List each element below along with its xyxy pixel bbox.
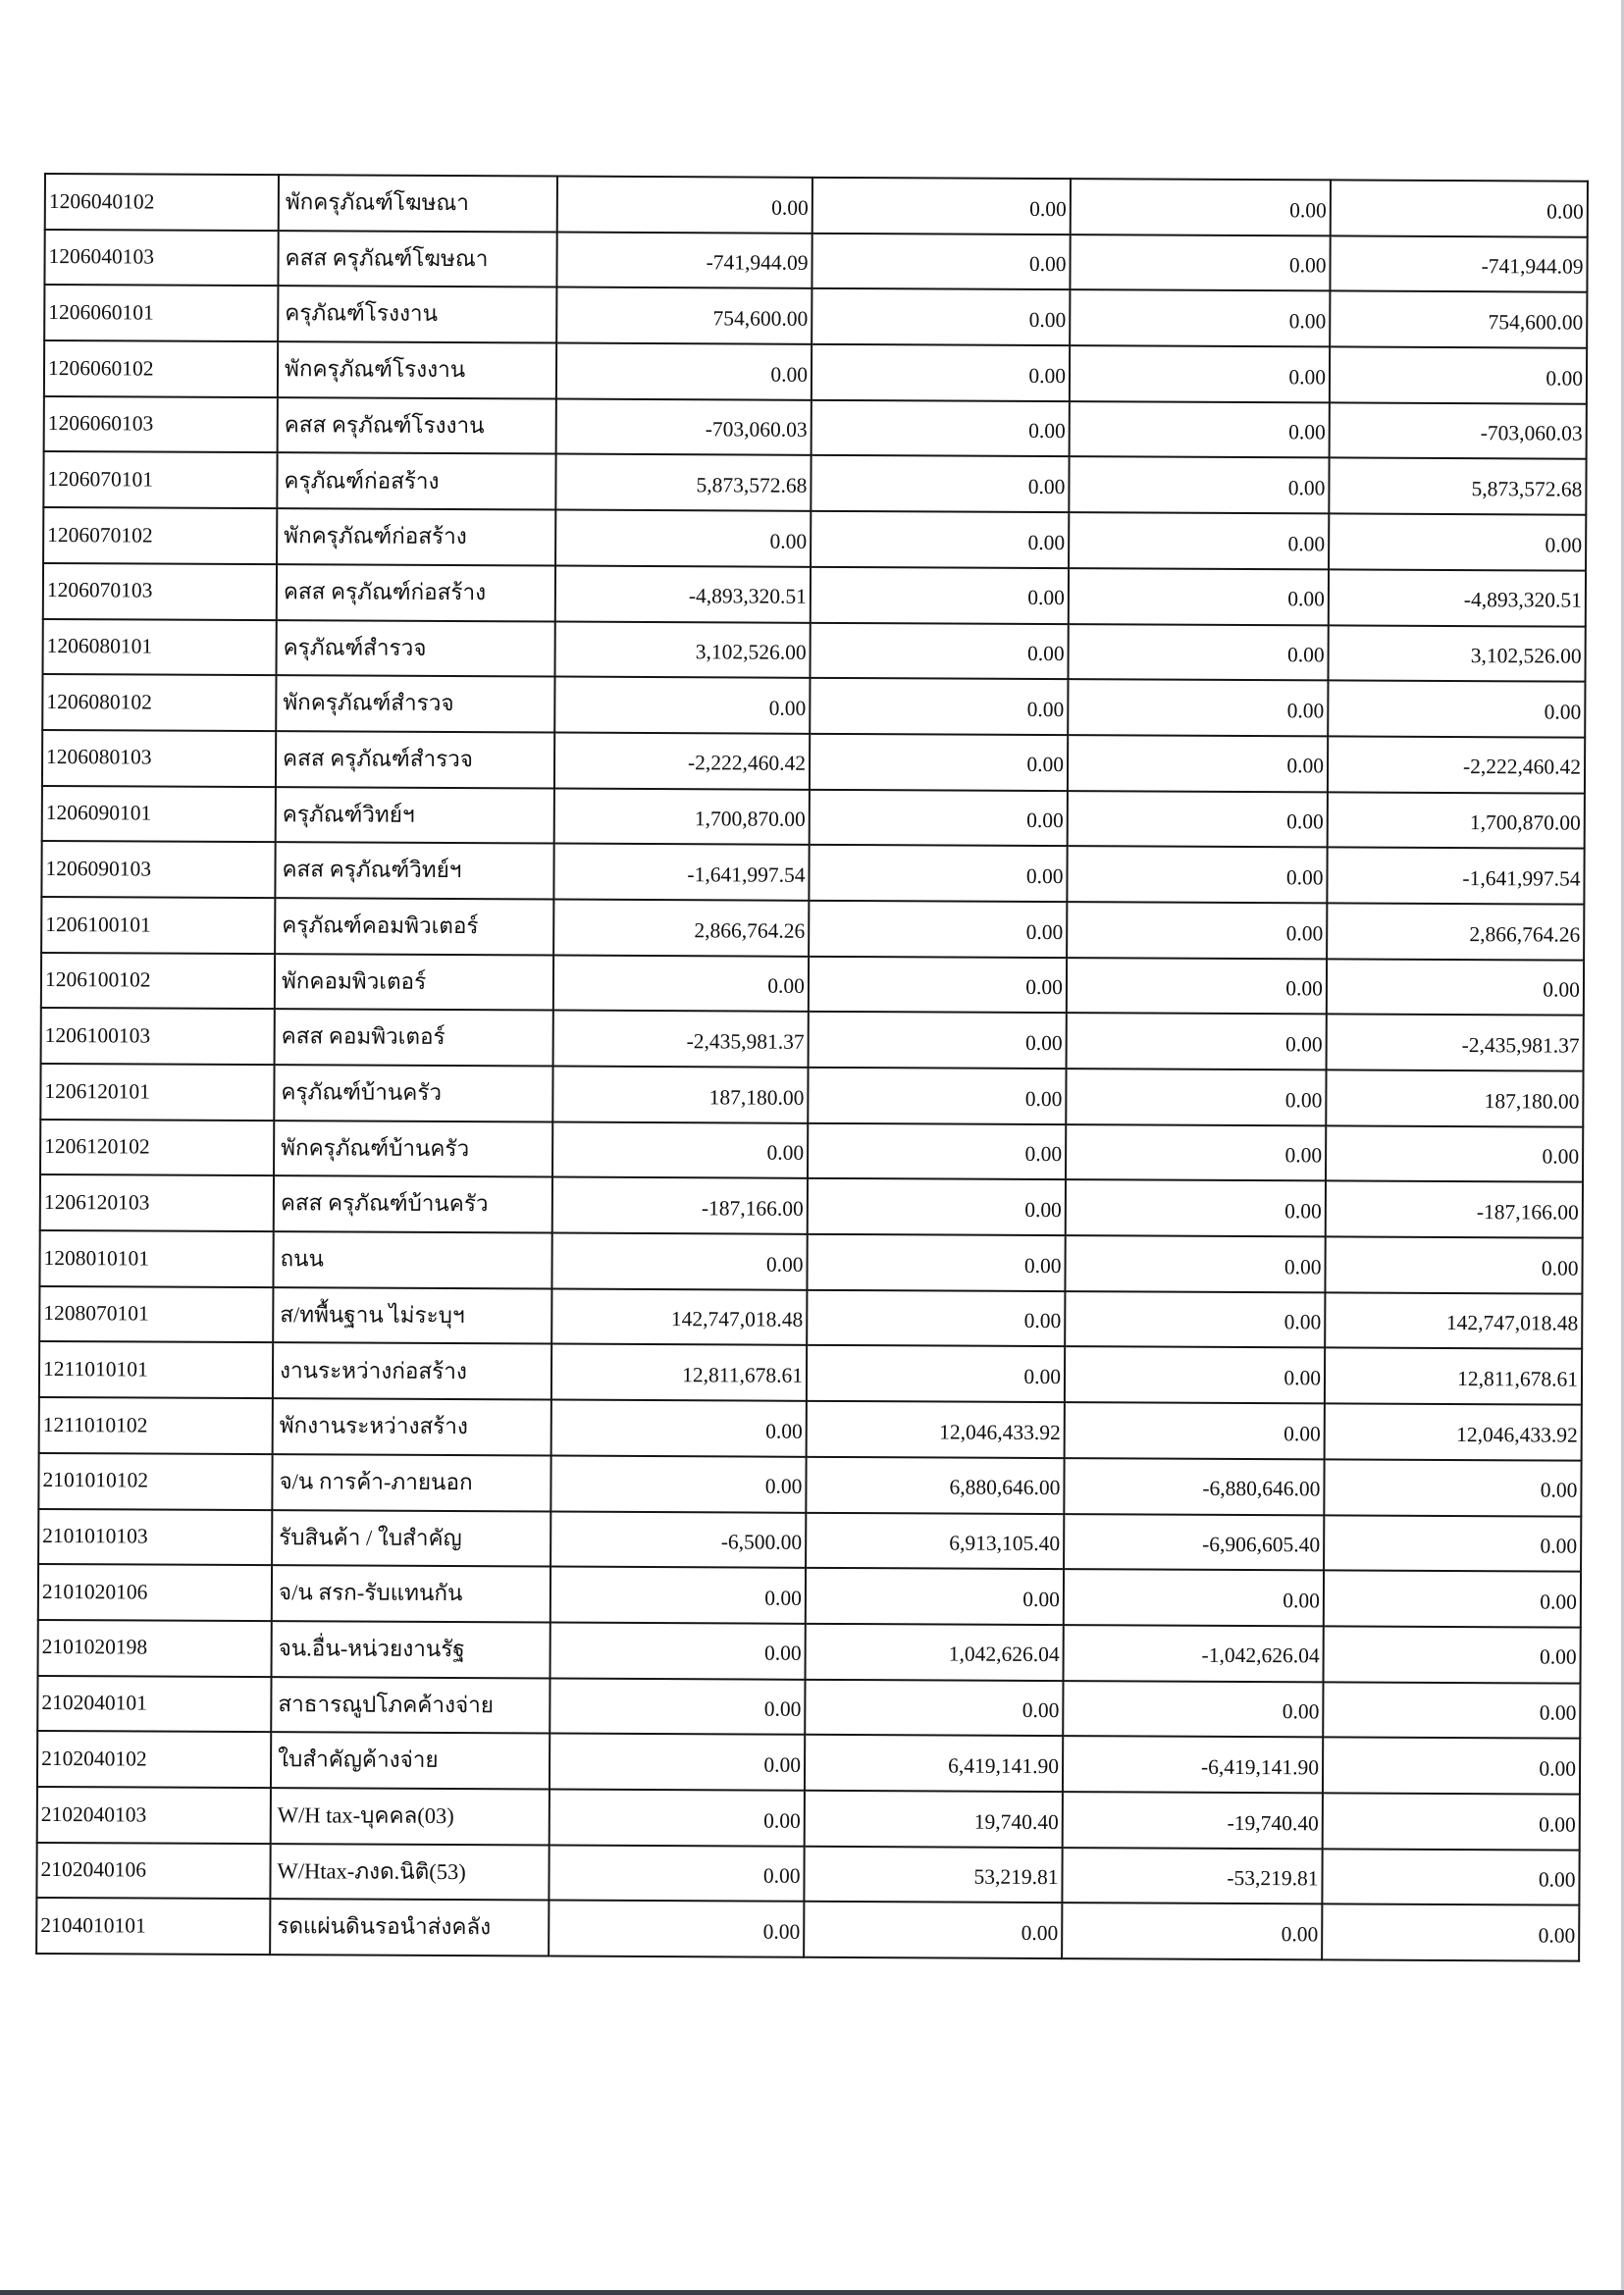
debit-cell: 0.00 [804,1902,1062,1958]
credit-cell: 0.00 [1065,1291,1325,1348]
closing-balance-cell: 0.00 [1324,1515,1581,1572]
opening-balance-cell: 187,180.00 [552,1067,808,1123]
closing-balance-cell: 0.00 [1328,681,1585,738]
table-row [43,451,1586,514]
credit-cell: 0.00 [1065,1347,1325,1404]
account-name-cell: คสส ครุภัณฑ์บ้านครัว [274,1176,552,1233]
account-code-cell: 1206120103 [40,1174,274,1231]
account-name-cell: พักครุภัณฑ์ก่อสร้าง [277,508,555,565]
opening-balance-cell: 0.00 [551,1400,807,1457]
debit-cell: 12,046,433.92 [807,1401,1065,1458]
table-row [42,786,1585,849]
debit-cell: 0.00 [808,1178,1066,1235]
opening-balance-cell: 0.00 [556,343,812,400]
table-row [41,1008,1584,1070]
account-code-cell: 2101020198 [38,1620,272,1677]
account-code-cell: 2101020106 [38,1564,272,1621]
closing-balance-cell: -2,435,981.37 [1327,1015,1584,1071]
table-row [41,841,1584,904]
closing-balance-cell: -741,944.09 [1330,235,1587,292]
opening-balance-cell: 2,866,764.26 [553,899,809,956]
table-row [44,285,1587,347]
table-row [44,230,1587,292]
table-row [36,1843,1579,1905]
credit-cell: -6,906,605.40 [1064,1514,1324,1571]
table-row [45,174,1588,236]
account-name-cell: คสส คอมพิวเตอร์ [275,1009,553,1066]
table-row [43,618,1586,681]
account-code-cell: 1206060102 [44,340,278,397]
opening-balance-cell: 1,700,870.00 [554,788,810,845]
debit-cell: 0.00 [810,622,1068,679]
opening-balance-cell: -187,166.00 [552,1177,808,1234]
opening-balance-cell: -2,222,460.42 [554,732,810,789]
closing-balance-cell: 3,102,526.00 [1328,625,1585,682]
opening-balance-cell: 0.00 [550,1678,805,1735]
opening-balance-cell: 0.00 [550,1622,806,1679]
debit-cell: 0.00 [811,455,1069,512]
scan-edge-bottom [0,2290,1624,2295]
closing-balance-cell: 0.00 [1330,346,1587,403]
account-code-cell: 1206100101 [41,897,275,954]
account-code-cell: 1206120101 [40,1064,274,1121]
table-row [41,953,1584,1016]
account-name-cell: ครุภัณฑ์คอมพิวเตอร์ [275,898,553,955]
table-row [40,1064,1583,1126]
account-name-cell: คสส ครุภัณฑ์ก่อสร้าง [277,564,555,621]
closing-balance-cell: 0.00 [1324,1571,1581,1628]
account-name-cell: จ/น สรก-รับแทนกัน [272,1565,550,1622]
account-code-cell: 1206070101 [43,451,277,508]
debit-cell: 0.00 [807,1345,1065,1402]
account-name-cell: สาธารณูปโภคค้างจ่าย [271,1677,550,1734]
opening-balance-cell: 0.00 [549,1845,804,1902]
account-name-cell: ครุภัณฑ์วิทย์ฯ [276,787,554,844]
account-name-cell: ครุภัณฑ์บ้านครัว [274,1065,552,1121]
debit-cell: 0.00 [812,400,1070,457]
table-row [42,674,1585,737]
opening-balance-cell: -6,500.00 [550,1511,806,1568]
trial-balance-body [36,174,1588,1961]
opening-balance-cell: -1,641,997.54 [553,844,809,901]
credit-cell: -19,740.40 [1063,1792,1323,1849]
closing-balance-cell: 0.00 [1323,1626,1580,1683]
account-name-cell: พักครุภัณฑ์โรงงาน [278,341,556,398]
credit-cell: 0.00 [1070,289,1330,346]
account-code-cell: 1206090103 [41,841,275,898]
opening-balance-cell: 0.00 [555,510,811,567]
closing-balance-cell: 0.00 [1329,514,1586,571]
opening-balance-cell: -2,435,981.37 [553,1011,809,1068]
debit-cell: 19,740.40 [805,1791,1063,1848]
credit-cell: 0.00 [1069,457,1329,514]
opening-balance-cell: 0.00 [549,1901,804,1957]
credit-cell: 0.00 [1067,902,1327,959]
debit-cell: 0.00 [809,956,1067,1013]
debit-cell: 6,913,105.40 [806,1512,1064,1569]
account-name-cell: พักครุภัณฑ์สำรวจ [276,675,554,732]
closing-balance-cell: 187,180.00 [1326,1069,1583,1126]
account-name-cell: จ/น การค้า-ภายนอก [272,1454,550,1511]
closing-balance-cell: 0.00 [1325,1236,1582,1293]
closing-balance-cell: -1,641,997.54 [1327,848,1584,905]
account-code-cell: 1206120102 [40,1120,274,1176]
opening-balance-cell: 0.00 [552,1121,808,1178]
opening-balance-cell: -703,060.03 [556,398,812,455]
closing-balance-cell: 0.00 [1324,1459,1581,1516]
table-row [44,396,1587,459]
closing-balance-cell: 0.00 [1327,959,1584,1016]
credit-cell: -1,042,626.04 [1064,1625,1324,1682]
table-row [43,507,1586,570]
table-row [43,563,1586,626]
debit-cell: 0.00 [812,234,1070,290]
closing-balance-cell: 1,700,870.00 [1328,792,1585,849]
debit-cell: 53,219.81 [804,1846,1062,1903]
trial-balance-table [35,173,1589,1962]
account-name-cell: คสส ครุภัณฑ์สำรวจ [276,731,554,788]
closing-balance-cell: 2,866,764.26 [1327,903,1584,960]
account-code-cell: 2102040102 [37,1731,271,1788]
table-row [38,1453,1581,1516]
account-code-cell: 1206090101 [42,786,276,843]
table-row [37,1787,1580,1850]
account-code-cell: 1206080101 [43,618,277,675]
credit-cell: 0.00 [1070,345,1330,402]
debit-cell: 0.00 [811,511,1069,568]
debit-cell: 0.00 [809,901,1067,958]
debit-cell: 0.00 [808,1068,1066,1124]
account-name-cell: ใบสำคัญค้างจ่าย [271,1732,550,1789]
table-row [40,1120,1583,1182]
credit-cell: 0.00 [1068,679,1328,736]
closing-balance-cell: 142,747,018.48 [1325,1292,1582,1349]
opening-balance-cell: -741,944.09 [556,232,812,288]
opening-balance-cell: 0.00 [550,1734,805,1791]
account-code-cell: 2102040106 [36,1843,270,1900]
credit-cell: -53,219.81 [1062,1848,1322,1904]
credit-cell: 0.00 [1068,735,1328,792]
credit-cell: 0.00 [1063,1681,1323,1738]
account-code-cell: 1208010101 [39,1230,273,1287]
table-row [38,1508,1581,1571]
opening-balance-cell: 0.00 [557,177,812,234]
credit-cell: 0.00 [1071,179,1331,235]
credit-cell: 0.00 [1066,1069,1326,1125]
account-code-cell: 1206060103 [44,396,278,453]
table-row [42,730,1585,793]
closing-balance-cell: -187,166.00 [1326,1181,1583,1238]
credit-cell: -6,880,646.00 [1064,1458,1324,1515]
closing-balance-cell: 754,600.00 [1330,291,1587,348]
credit-cell: 0.00 [1069,512,1329,569]
closing-balance-cell: 0.00 [1322,1849,1579,1905]
debit-cell: 0.00 [810,734,1068,791]
opening-balance-cell: 0.00 [554,677,810,734]
account-name-cell: พักครุภัณฑ์โฆษณา [279,175,557,232]
account-name-cell: W/Htax-ภงด.นิติ(53) [270,1844,549,1901]
credit-cell: 0.00 [1070,235,1330,291]
closing-balance-cell: 0.00 [1326,1125,1583,1182]
account-name-cell: ครุภัณฑ์โรงงาน [278,287,556,343]
debit-cell: 0.00 [809,1012,1067,1069]
closing-balance-cell: 5,873,572.68 [1329,458,1586,515]
credit-cell: -6,419,141.90 [1063,1736,1323,1793]
credit-cell: 0.00 [1065,1235,1325,1292]
account-name-cell: รดแผ่นดินรอนำส่งคลัง [270,1899,549,1956]
debit-cell: 6,419,141.90 [805,1735,1063,1792]
account-code-cell: 2101010103 [38,1508,272,1565]
debit-cell: 0.00 [812,288,1070,345]
account-name-cell: รับสินค้า / ใบสำคัญ [272,1510,550,1567]
debit-cell: 0.00 [807,1290,1065,1347]
opening-balance-cell: 0.00 [550,1567,806,1624]
closing-balance-cell: 12,046,433.92 [1325,1404,1582,1461]
account-name-cell: ครุภัณฑ์ก่อสร้าง [277,453,555,510]
account-code-cell: 1206080103 [42,730,276,787]
account-code-cell: 1206080102 [42,674,276,731]
account-code-cell: 1206100103 [41,1008,275,1065]
debit-cell: 0.00 [805,1679,1063,1736]
account-name-cell: ถนน [273,1231,551,1288]
credit-cell: 0.00 [1062,1903,1322,1959]
credit-cell: 0.00 [1064,1569,1324,1626]
account-name-cell: W/H tax-บุคคล(03) [271,1788,550,1845]
closing-balance-cell: -2,222,460.42 [1328,736,1585,793]
credit-cell: 0.00 [1070,401,1330,458]
account-code-cell: 1206100102 [41,953,275,1010]
account-name-cell: งานระหว่างก่อสร้าง [273,1343,551,1400]
debit-cell: 0.00 [806,1568,1064,1625]
opening-balance-cell: -4,893,320.51 [555,565,811,622]
account-code-cell: 1206040102 [45,174,279,231]
opening-balance-cell: 0.00 [553,955,809,1012]
credit-cell: 0.00 [1066,1124,1326,1181]
account-code-cell: 2102040103 [37,1787,271,1844]
opening-balance-cell: 0.00 [550,1455,806,1512]
table-row [39,1286,1582,1349]
opening-balance-cell: 0.00 [551,1233,807,1290]
table-row [38,1564,1581,1627]
account-name-cell: คสส ครุภัณฑ์โฆษณา [278,231,556,287]
opening-balance-cell: 0.00 [550,1789,805,1846]
account-code-cell: 1206070102 [43,507,277,564]
table-row [39,1341,1582,1404]
debit-cell: 1,042,626.04 [806,1624,1064,1681]
closing-balance-cell: -4,893,320.51 [1329,569,1586,626]
account-code-cell: 2102040101 [37,1676,271,1733]
table-row [41,897,1584,960]
account-code-cell: 1206070103 [43,563,277,620]
table-row [44,340,1587,403]
account-code-cell: 2101010102 [38,1453,272,1510]
table-row [40,1174,1583,1237]
debit-cell: 0.00 [810,789,1068,846]
debit-cell: 0.00 [808,1123,1066,1180]
closing-balance-cell: 0.00 [1323,1793,1580,1850]
account-code-cell: 2104010101 [36,1898,270,1955]
table-row [37,1731,1580,1794]
table-row [37,1676,1580,1739]
account-code-cell: 1208070101 [39,1286,273,1343]
debit-cell: 0.00 [812,178,1071,235]
credit-cell: 0.00 [1066,1179,1326,1236]
account-name-cell: คสส ครุภัณฑ์โรงงาน [278,397,556,454]
debit-cell: 0.00 [812,344,1070,401]
debit-cell: 0.00 [807,1234,1065,1291]
credit-cell: 0.00 [1065,1402,1325,1459]
account-name-cell: คสส ครุภัณฑ์วิทย์ฯ [275,842,553,899]
debit-cell: 0.00 [810,678,1068,735]
account-code-cell: 1206040103 [44,230,278,287]
credit-cell: 0.00 [1067,846,1327,903]
credit-cell: 0.00 [1069,568,1329,625]
credit-cell: 0.00 [1068,624,1328,681]
closing-balance-cell: 0.00 [1331,180,1588,236]
account-name-cell: พักคอมพิวเตอร์ [275,954,553,1011]
credit-cell: 0.00 [1068,791,1328,848]
opening-balance-cell: 5,873,572.68 [555,454,811,511]
account-name-cell: พักครุภัณฑ์บ้านครัว [274,1121,552,1177]
closing-balance-cell: 0.00 [1323,1682,1580,1739]
credit-cell: 0.00 [1067,1013,1327,1069]
opening-balance-cell: 142,747,018.48 [551,1288,807,1345]
account-name-cell: ส/ทพื้นฐาน ไม่ระบุฯ [273,1287,551,1344]
table-row [38,1620,1581,1683]
credit-cell: 0.00 [1067,958,1327,1015]
opening-balance-cell: 754,600.00 [556,287,812,344]
table-row [39,1230,1582,1293]
table-row [39,1397,1582,1460]
closing-balance-cell: 0.00 [1322,1904,1579,1961]
account-name-cell: จน.อื่น-หน่วยงานรัฐ [272,1621,550,1678]
account-code-cell: 1206060101 [44,285,278,341]
account-name-cell: พักงานระหว่างสร้าง [273,1398,551,1455]
debit-cell: 0.00 [809,845,1067,902]
closing-balance-cell: -703,060.03 [1330,402,1587,459]
account-name-cell: ครุภัณฑ์สำรวจ [276,620,554,677]
opening-balance-cell: 12,811,678.61 [551,1344,807,1401]
debit-cell: 6,880,646.00 [806,1457,1064,1514]
table-row [36,1898,1579,1960]
opening-balance-cell: 3,102,526.00 [554,621,810,678]
account-code-cell: 1211010101 [39,1341,273,1398]
closing-balance-cell: 12,811,678.61 [1325,1348,1582,1405]
account-code-cell: 1211010102 [39,1397,273,1454]
closing-balance-cell: 0.00 [1323,1738,1580,1795]
debit-cell: 0.00 [811,567,1069,624]
